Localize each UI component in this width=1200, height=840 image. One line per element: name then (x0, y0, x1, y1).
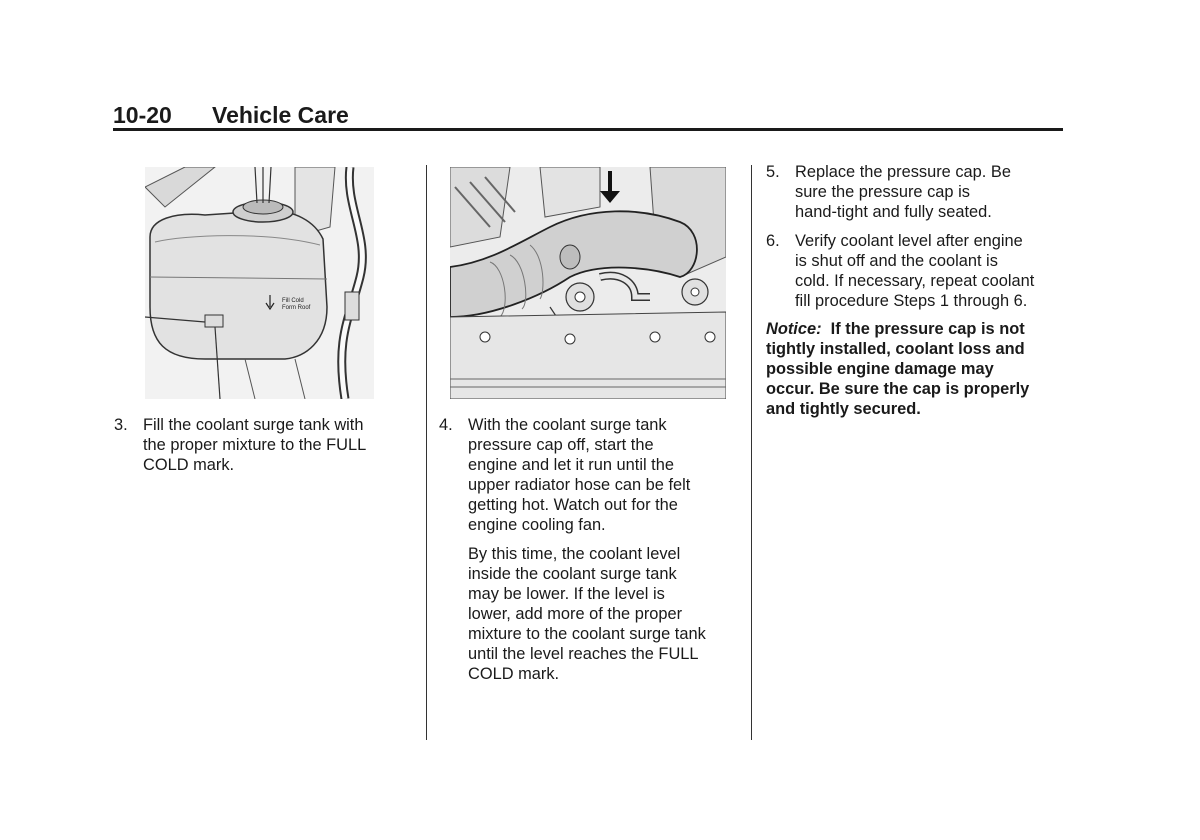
text-line: inside the coolant surge tank (468, 565, 677, 583)
text-line: If the pressure cap is not (830, 320, 1025, 338)
section-title: Vehicle Care (212, 102, 349, 128)
column-divider-left (426, 165, 427, 740)
text-line: getting hot. Watch out for the (468, 496, 678, 514)
tank-label-line2: Form Roof (282, 305, 311, 311)
text-line: Replace the pressure cap. Be (795, 163, 1011, 181)
surge-tank-illustration (145, 167, 374, 399)
text-line: the proper mixture to the FULL (143, 436, 367, 454)
page-number: 10-20 (113, 102, 172, 128)
text-line: hand-tight and fully seated. (795, 203, 992, 221)
text-line: By this time, the coolant level (468, 545, 681, 563)
text-line: occur. Be sure the cap is properly (766, 380, 1030, 398)
tank-label-line1: Fill Cold (282, 298, 304, 304)
radiator-hose-illustration (450, 167, 726, 399)
notice-label: Notice: (766, 320, 822, 338)
text-line: may be lower. If the level is (468, 585, 665, 603)
text-line: COLD mark. (143, 456, 235, 474)
text-line: until the level reaches the FULL (468, 645, 699, 663)
text-line: Verify coolant level after engine (795, 232, 1023, 250)
step-number: 4. (439, 416, 453, 434)
text-line: engine cooling fan. (468, 516, 606, 534)
notice-block (766, 319, 1066, 419)
text-line: COLD mark. (468, 665, 560, 683)
step-number: 6. (766, 232, 780, 250)
text-line: possible engine damage may (766, 360, 994, 378)
text-line: lower, add more of the proper (468, 605, 683, 623)
text-line: pressure cap off, start the (468, 436, 654, 454)
step-number: 3. (114, 416, 128, 434)
text-line: With the coolant surge tank (468, 416, 667, 434)
header-rule (113, 128, 1063, 131)
text-line: engine and let it run until the (468, 456, 674, 474)
text-line: mixture to the coolant surge tank (468, 625, 706, 643)
column-divider-right (751, 165, 752, 740)
step-4-followup (468, 544, 748, 684)
step-number: 5. (766, 163, 780, 181)
text-line: and tightly secured. (766, 400, 921, 418)
text-line: upper radiator hose can be felt (468, 476, 691, 494)
text-line: fill procedure Steps 1 through 6. (795, 292, 1028, 310)
text-line: tightly installed, coolant loss and (766, 340, 1025, 358)
text-line: Fill the coolant surge tank with (143, 416, 364, 434)
text-line: is shut off and the coolant is (795, 252, 998, 270)
text-line: cold. If necessary, repeat coolant (795, 272, 1035, 290)
text-line: sure the pressure cap is (795, 183, 970, 201)
